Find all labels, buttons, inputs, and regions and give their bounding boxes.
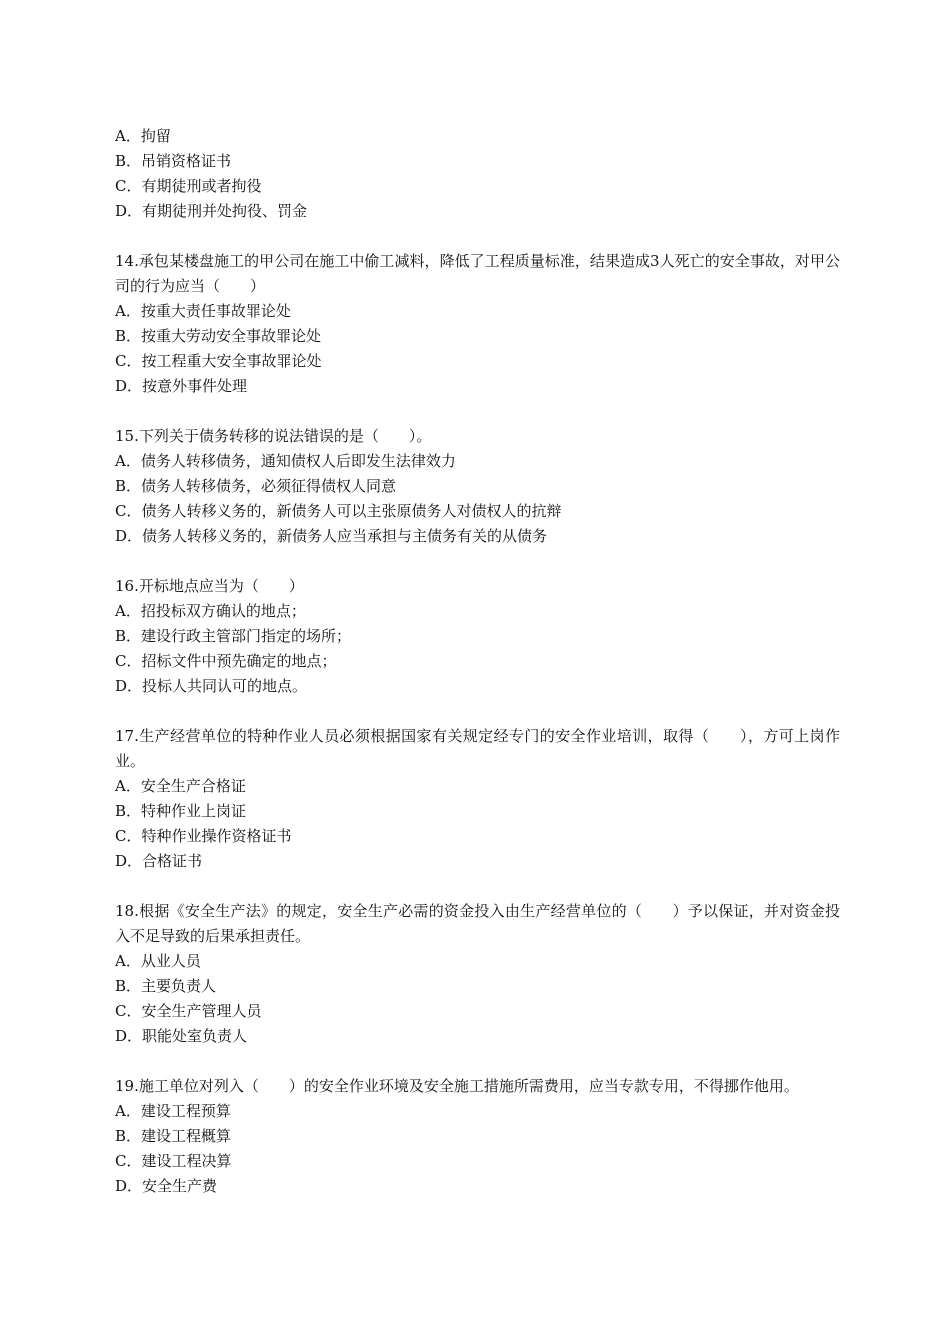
option-b: B．吊销资格证书 bbox=[115, 152, 232, 170]
option-c: C．债务人转移义务的，新债务人可以主张原债务人对债权人的抗辩 bbox=[115, 502, 562, 520]
question-stem: 17.生产经营单位的特种作业人员必须根据国家有关规定经专门的安全作业培训，取得（ ），方可上岗作业。 bbox=[115, 727, 840, 770]
question-list bbox=[115, 124, 840, 1224]
option-b: B．主要负责人 bbox=[115, 977, 217, 995]
option-a: A．安全生产合格证 bbox=[115, 777, 246, 795]
option-b: B．特种作业上岗证 bbox=[115, 802, 247, 820]
question-stem: 19.施工单位对列入（ ）的安全作业环境及安全施工措施所需费用，应当专款专用，不得挪作他用。 bbox=[115, 1077, 799, 1095]
option-c: C．按工程重大安全事故罪论处 bbox=[115, 352, 322, 370]
option-a: A．从业人员 bbox=[115, 952, 201, 970]
question-14 bbox=[115, 249, 840, 399]
question-stem: 15.下列关于债务转移的说法错误的是（ ）。 bbox=[115, 427, 432, 445]
option-c: C．建设工程决算 bbox=[115, 1152, 232, 1170]
option-b: B．按重大劳动安全事故罪论处 bbox=[115, 327, 322, 345]
question-18 bbox=[115, 899, 840, 1049]
question-15 bbox=[115, 424, 840, 549]
question-stem: 14.承包某楼盘施工的甲公司在施工中偷工减料，降低了工程质量标准，结果造成3人死亡的安全事故，对甲公司的行为应当（ ） bbox=[115, 252, 840, 295]
question-19 bbox=[115, 1074, 840, 1199]
option-c: C．招标文件中预先确定的地点； bbox=[115, 652, 337, 670]
option-a: A．招投标双方确认的地点； bbox=[115, 602, 306, 620]
option-b: B．建设工程概算 bbox=[115, 1127, 232, 1145]
question-13-options bbox=[115, 124, 840, 224]
option-d: D．有期徒刑并处拘役、罚金 bbox=[115, 202, 308, 220]
question-16 bbox=[115, 574, 840, 699]
option-d: D．投标人共同认可的地点。 bbox=[115, 677, 308, 695]
option-c: C．特种作业操作资格证书 bbox=[115, 827, 292, 845]
option-c: C．有期徒刑或者拘役 bbox=[115, 177, 262, 195]
option-c: C．安全生产管理人员 bbox=[115, 1002, 262, 1020]
option-b: B．建设行政主管部门指定的场所； bbox=[115, 627, 352, 645]
question-17 bbox=[115, 724, 840, 874]
question-stem: 18.根据《安全生产法》的规定，安全生产必需的资金投入由生产经营单位的（ ）予以保证，并对资金投入不足导致的后果承担责任。 bbox=[115, 902, 840, 945]
option-d: D．债务人转移义务的，新债务人应当承担与主债务有关的从债务 bbox=[115, 527, 548, 545]
option-a: A．拘留 bbox=[115, 127, 171, 145]
option-a: A．债务人转移债务，通知债权人后即发生法律效力 bbox=[115, 452, 456, 470]
option-b: B．债务人转移债务，必须征得债权人同意 bbox=[115, 477, 397, 495]
option-d: D．职能处室负责人 bbox=[115, 1027, 248, 1045]
option-d: D．按意外事件处理 bbox=[115, 377, 248, 395]
question-stem: 16.开标地点应当为（ ） bbox=[115, 577, 304, 595]
option-a: A．建设工程预算 bbox=[115, 1102, 231, 1120]
option-a: A．按重大责任事故罪论处 bbox=[115, 302, 291, 320]
option-d: D．合格证书 bbox=[115, 852, 203, 870]
option-d: D．安全生产费 bbox=[115, 1177, 218, 1195]
